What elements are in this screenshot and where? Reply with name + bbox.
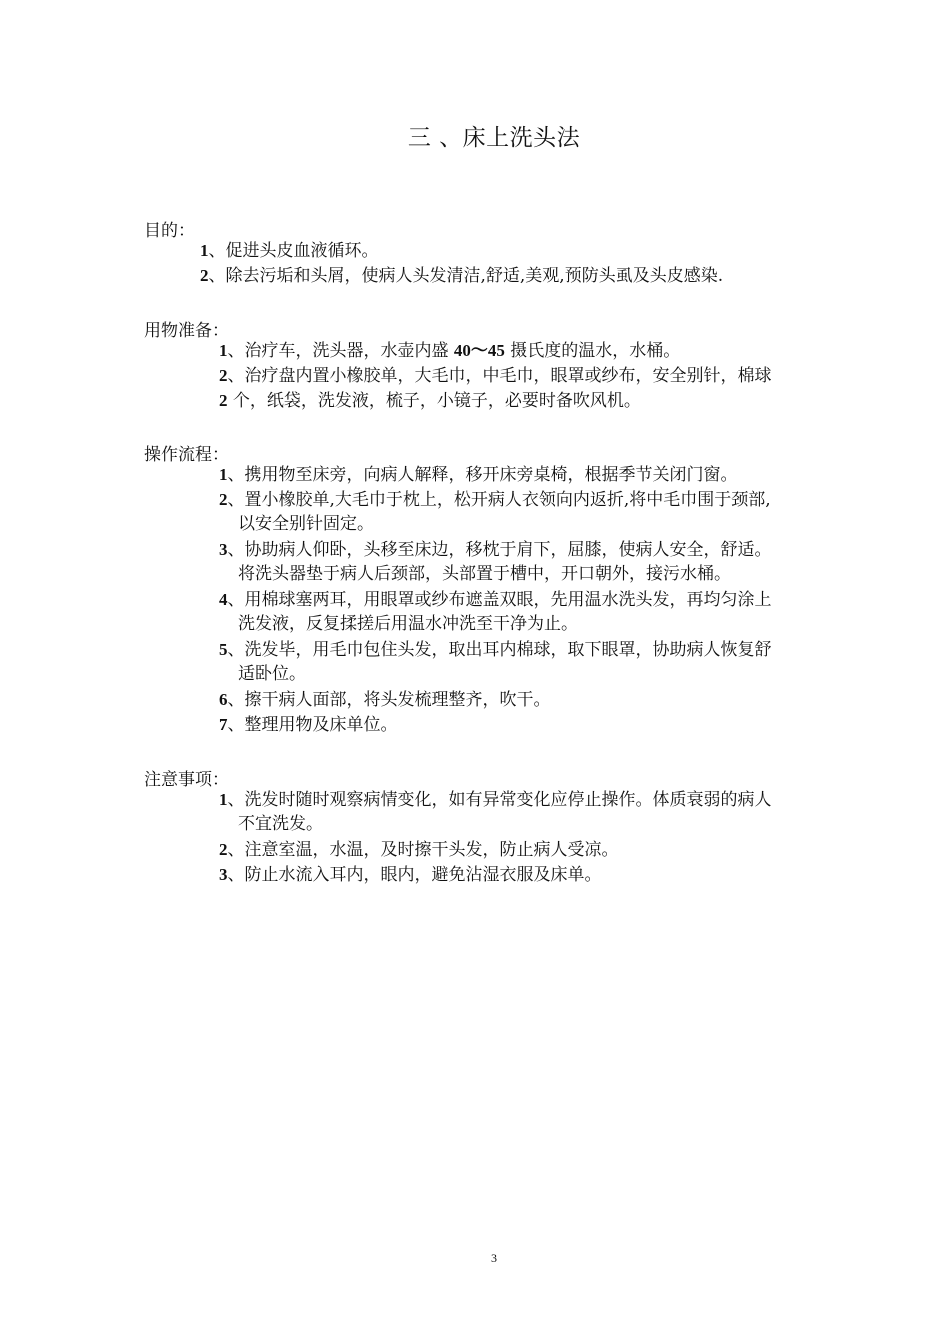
- item-text: 、置小橡胶单,大毛巾于枕上，松开病人衣领向内返折,将中毛巾围于颈部,: [227, 490, 771, 510]
- item-text: 、除去污垢和头屑，使病人头发清洁,舒适,美观,预防头虱及头皮感染.: [208, 266, 724, 286]
- item-text: 、治疗盘内置小橡胶单，大毛巾，中毛巾，眼罩或纱布，安全别针，棉球: [227, 366, 772, 386]
- procedure-item-2: [219, 487, 771, 513]
- procedure-item-6: [219, 687, 551, 713]
- item-number: 2: [219, 840, 228, 859]
- item-number: 3: [219, 865, 228, 884]
- page-title: 三 、床上洗头法: [407, 125, 581, 151]
- purpose-item-2: [200, 263, 723, 289]
- item-text: 、洗发毕，用毛巾包住头发，取出耳内棉球，取下眼罩，协助病人恢复舒: [227, 640, 772, 660]
- supplies-heading: 用物准备：: [144, 321, 229, 341]
- procedure-item-3-continuation: 将洗头器垫于病人后颈部，头部置于槽中，开口朝外，接污水桶。: [238, 564, 731, 584]
- notes-item-1-continuation: 不宜洗发。: [238, 814, 323, 834]
- procedure-item-5: [219, 637, 772, 663]
- item-text: 、携用物至床旁，向病人解释，移开床旁桌椅，根据季节关闭门窗。: [227, 465, 738, 485]
- procedure-heading: 操作流程：: [144, 445, 229, 465]
- item-text: 、协助病人仰卧，头移至床边，移枕于肩下，屈膝，使病人安全，舒适。: [227, 540, 772, 560]
- notes-heading: 注意事项：: [144, 770, 229, 790]
- purpose-heading: 目的：: [144, 221, 195, 241]
- item-number: 6: [219, 690, 228, 709]
- item-number: 1: [219, 341, 228, 360]
- notes-item-2: [219, 837, 619, 863]
- notes-item-3: [219, 862, 602, 888]
- item-number: 2: [219, 366, 228, 385]
- item-number: 2: [219, 490, 228, 509]
- purpose-item-1: [200, 238, 379, 264]
- item-number: 4: [219, 590, 228, 609]
- procedure-item-4-continuation: 洗发液，反复揉搓后用温水冲洗至干净为止。: [238, 614, 578, 634]
- item-number: 3: [219, 540, 228, 559]
- supplies-item-1: [219, 338, 680, 364]
- item-text: 、擦干病人面部，将头发梳理整齐，吹干。: [227, 690, 551, 710]
- supplies-item-2-continuation: [219, 388, 641, 414]
- item-text: 、防止水流入耳内，眼内，避免沾湿衣服及床单。: [227, 865, 602, 885]
- procedure-item-5-continuation: 适卧位。: [238, 664, 306, 684]
- item-text: 、促进头皮血液循环。: [208, 241, 379, 261]
- item-number: 5: [219, 640, 228, 659]
- supplies-item-2: [219, 363, 772, 389]
- item-text: 、用棉球塞两耳，用眼罩或纱布遮盖双眼，先用温水洗头发，再均匀涂上: [227, 590, 772, 610]
- item-number: 1: [219, 790, 228, 809]
- notes-item-1: [219, 787, 772, 813]
- item-text: 、洗发时随时观察病情变化，如有异常变化应停止操作。体质衰弱的病人: [227, 790, 772, 810]
- procedure-item-4: [219, 587, 772, 613]
- procedure-item-1: [219, 462, 738, 488]
- item-text: 、整理用物及床单位。: [227, 715, 398, 735]
- item-number: 1: [200, 241, 209, 260]
- item-number: 2: [200, 266, 209, 285]
- item-text: 摄氏度的温水，水桶。: [504, 341, 681, 361]
- temperature-range: 40～45: [453, 341, 505, 360]
- item-text: 、治疗车，洗头器，水壶内盛: [227, 341, 454, 361]
- procedure-item-3: [219, 537, 772, 563]
- item-number: 7: [219, 715, 228, 734]
- item-text: 个，纸袋，洗发液，梳子，小镜子，必要时备吹风机。: [227, 391, 641, 411]
- page-number: 3: [491, 1251, 497, 1265]
- item-text: 、注意室温，水温，及时擦干头发，防止病人受凉。: [227, 840, 619, 860]
- item-number: 1: [219, 465, 228, 484]
- procedure-item-7: [219, 712, 398, 738]
- procedure-item-2-continuation: 以安全别针固定。: [238, 514, 374, 534]
- item-number: 2: [219, 391, 228, 410]
